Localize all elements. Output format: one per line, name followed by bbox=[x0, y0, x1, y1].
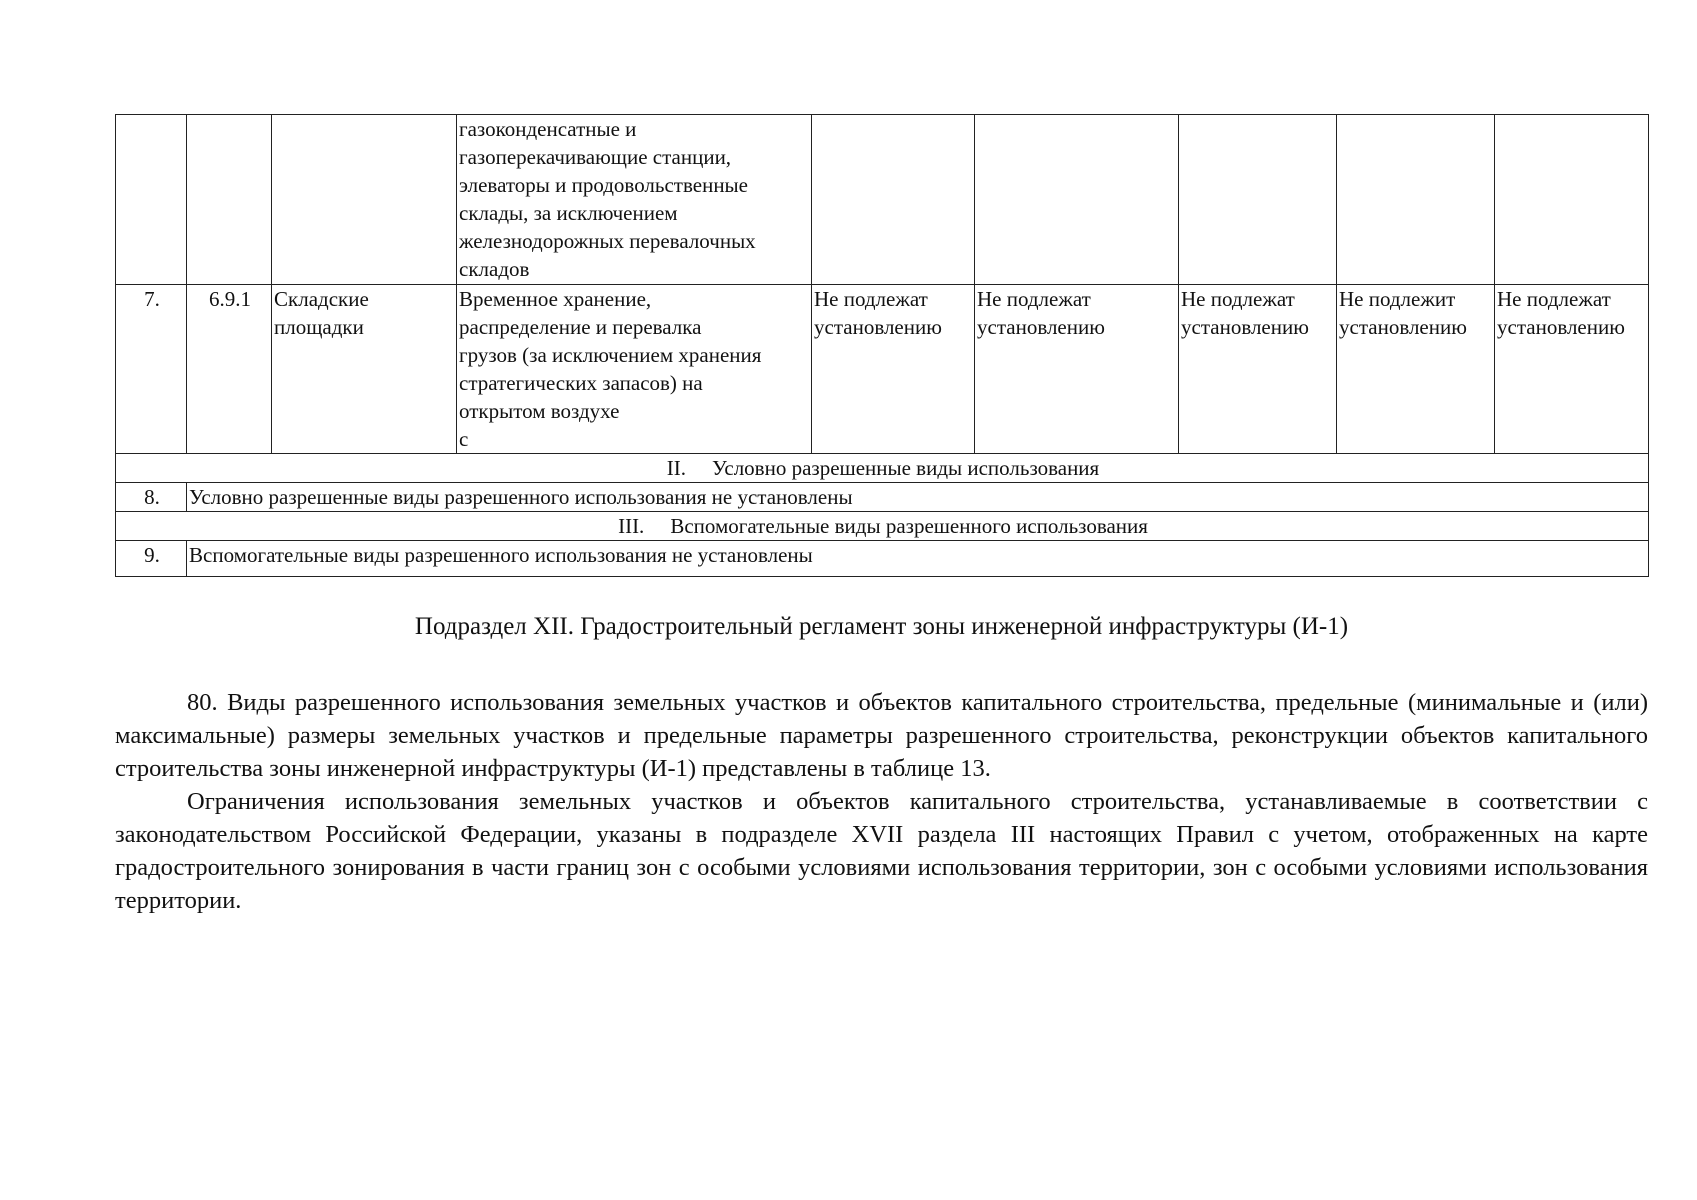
body-text bbox=[115, 686, 1648, 917]
description-line: с bbox=[459, 427, 469, 451]
cell-num bbox=[116, 115, 187, 285]
section-header-row bbox=[116, 512, 1649, 541]
section-roman-numeral: III. bbox=[618, 514, 645, 538]
cell-param bbox=[1495, 115, 1649, 285]
cell-param bbox=[1337, 115, 1495, 285]
row-code: 6.9.1 bbox=[187, 285, 272, 454]
row-number: 7. bbox=[116, 285, 187, 454]
param-cell: Не подлежит установлению bbox=[1337, 285, 1495, 454]
subsection-title: Подраздел XII. Градостроительный регламент зоны инженерной инфраструктуры (И-1) bbox=[414, 613, 1349, 640]
paragraph: 80. Виды разрешенного использования земельных участков и объектов капитального строительства, предельные (минимальные и (или) максимальные) размеры земельных участков и предельные параметры разрешенного строительства, реконструкции объектов капитального строительства зоны инженерной инфраструктуры (И-1) представлены в таблице 13. bbox=[115, 689, 1648, 782]
land-use-table bbox=[115, 114, 1649, 577]
description-line: элеваторы и продовольственные bbox=[459, 173, 748, 197]
section-header-row bbox=[116, 454, 1649, 483]
cell-param bbox=[812, 115, 975, 285]
param-cell: Не подлежат установлению bbox=[1495, 285, 1649, 454]
description-line: распределение и перевалка bbox=[459, 315, 702, 339]
description-line: газоперекачивающие станции, bbox=[459, 145, 732, 169]
description-line: склады, за исключением bbox=[459, 201, 678, 225]
section-header bbox=[116, 512, 1649, 541]
section-header bbox=[116, 454, 1649, 483]
description-line: складов bbox=[459, 257, 530, 281]
row-number: 8. bbox=[116, 483, 187, 512]
cell-description bbox=[457, 115, 812, 285]
param-cell: Не подлежат установлению bbox=[1179, 285, 1337, 454]
description-line: Временное хранение, bbox=[459, 287, 652, 311]
description-line: грузов (за исключением хранения bbox=[459, 343, 762, 367]
param-cell: Не подлежат установлению bbox=[975, 285, 1179, 454]
paragraph: Ограничения использования земельных участков и объектов капитального строительства, устанавливаемые в соответствии с законодательством Российской Федерации, указаны в подразделе XVII раздела III настоящих Правил с учетом, отображенных на карте градостроительного зонирования в части границ зон с особыми условиями использования территории, зон с особыми условиями использования территории. bbox=[115, 788, 1648, 914]
description-line: стратегических запасов) на bbox=[459, 371, 703, 395]
row-text: Вспомогательные виды разрешенного использования не установлены bbox=[187, 541, 1649, 577]
table-row-9 bbox=[116, 541, 1649, 577]
cell-code bbox=[187, 115, 272, 285]
description-line: открытом воздухе bbox=[459, 399, 620, 423]
section-title: Условно разрешенные виды использования bbox=[712, 456, 1100, 480]
row-text: Условно разрешенные виды разрешенного использования не установлены bbox=[187, 483, 1649, 512]
section-title: Вспомогательные виды разрешенного использования bbox=[670, 514, 1148, 538]
description-line: газоконденсатные и bbox=[459, 117, 637, 141]
table-row-continuation bbox=[116, 115, 1649, 285]
row-name: Складские площадки bbox=[272, 285, 457, 454]
row-number: 9. bbox=[116, 541, 187, 577]
cell-param bbox=[1179, 115, 1337, 285]
row-description bbox=[457, 285, 812, 454]
section-roman-numeral: II. bbox=[666, 456, 687, 480]
description-line: железнодорожных перевалочных bbox=[459, 229, 756, 253]
table-row-7 bbox=[116, 285, 1649, 454]
cell-name bbox=[272, 115, 457, 285]
table-row-8 bbox=[116, 483, 1649, 512]
param-cell: Не подлежат установлению bbox=[812, 285, 975, 454]
cell-param bbox=[975, 115, 1179, 285]
